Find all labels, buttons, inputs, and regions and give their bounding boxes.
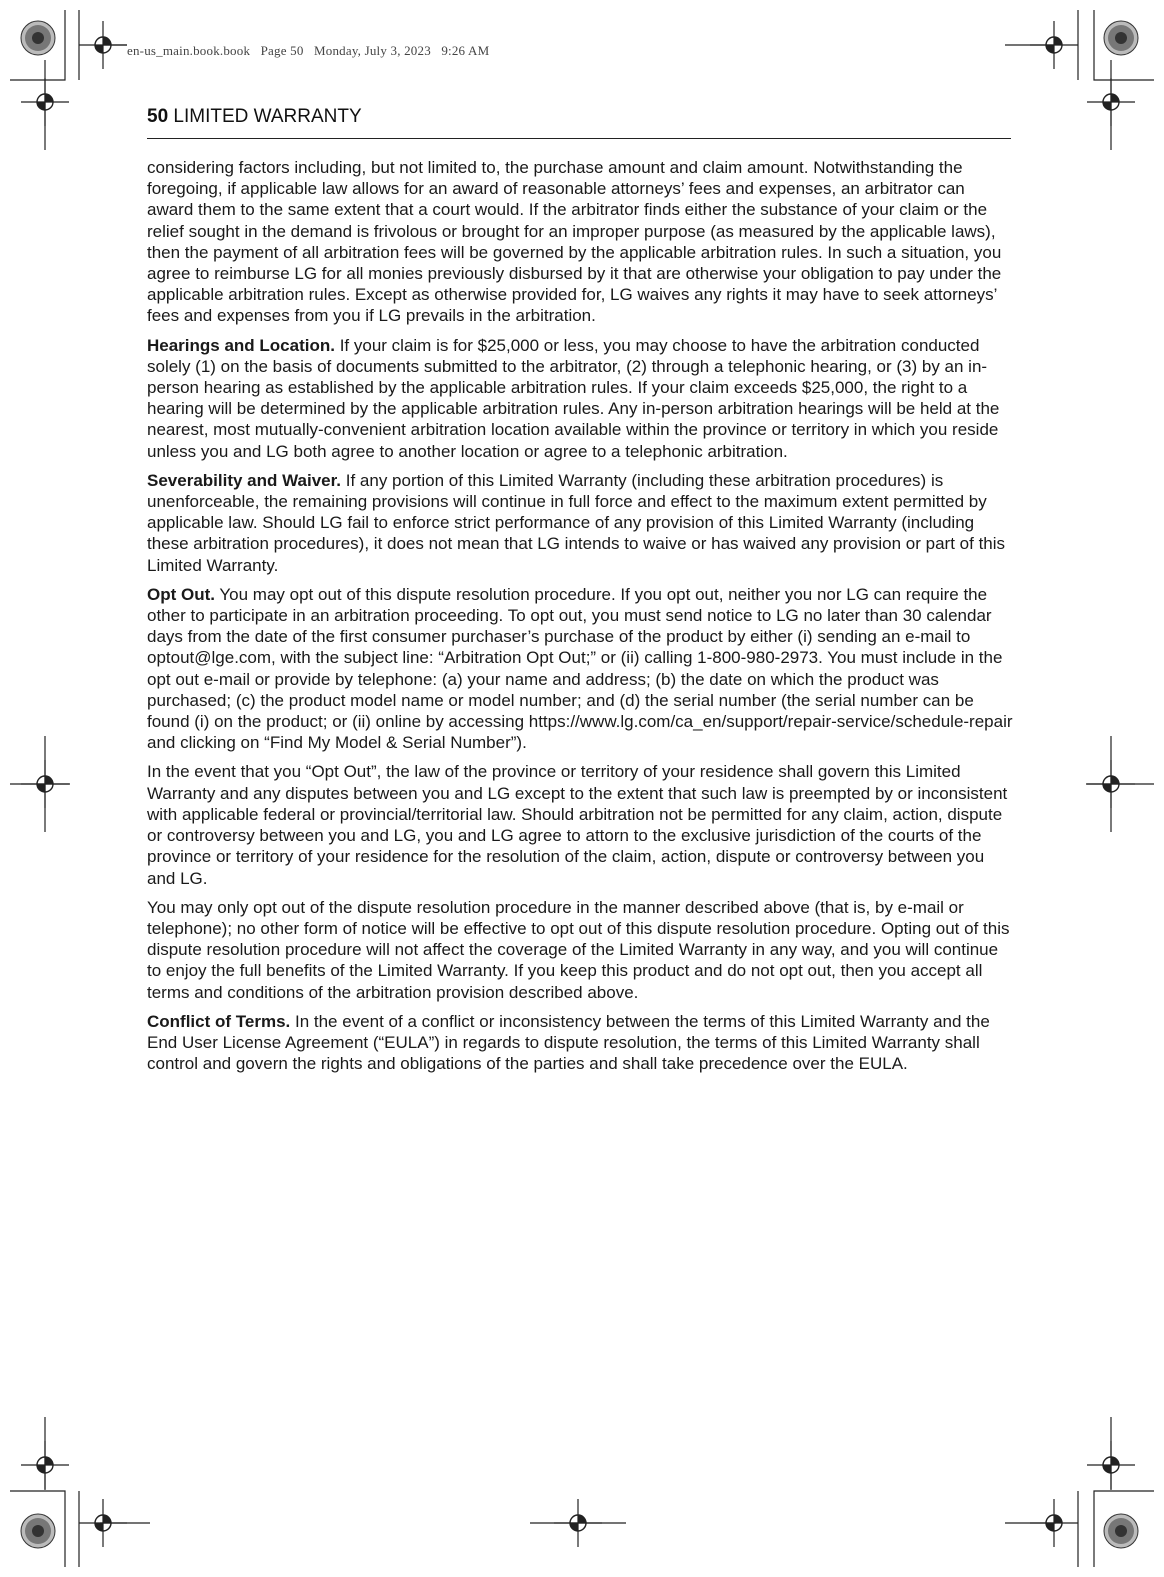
header-rule [147, 138, 1011, 139]
running-header [147, 106, 1011, 128]
section-title: LIMITED WARRANTY [173, 106, 362, 127]
starburst-bottom-right-icon [1104, 1514, 1138, 1548]
slug-page: Page 50 [260, 43, 304, 58]
paragraph-conflict-of-terms [147, 1011, 1015, 1075]
paragraph-severability [147, 470, 1015, 576]
paragraph-opt-out-law [147, 761, 1015, 888]
paragraph-heading: Severability and Waiver. [147, 470, 342, 490]
paragraph-hearings-location [147, 335, 1015, 462]
paragraph-opt-out [147, 584, 1015, 754]
paragraph-text: If any portion of this Limited Warranty (including these arbitration procedures) is unenforceable, the remaining provisions will continue in full force and effect to the maximum extent permitted by applicable law. Should LG fail to enforce strict performance of any provision of this Limited Warranty (including these arbitration procedures), it does not mean that LG intends to waive or has waived any provision or part of this Limited Warranty. [147, 470, 1006, 575]
slug-date: Monday, July 3, 2023 [313, 43, 431, 58]
paragraph-text: In the event of a conflict or inconsistency between the terms of this Limited Warranty and the End User License Agreement (“EULA”) in regards to dispute resolution, the terms of this Limited Warranty shall control and govern the rights and obligations of the parties and shall take precedence over the EULA. [147, 1011, 990, 1074]
paragraph-text: If your claim is for $25,000 or less, you may choose to have the arbitration conducted solely (1) on the basis of documents submitted to the arbitrator, (2) through a telephonic hearing, or (3) by an in-person hearing as established by the applicable arbitration rules. If your claim exceeds $25,000, the right to a hearing will be determined by the applicable arbitration rules. Any in-person arbitration hearings will be held at the nearest, most mutually-convenient arbitration location available within the province or territory in which you reside unless you and LG both agree to another location or agree to a telephonic arbitration. [147, 335, 1000, 461]
paragraph-text: You may only opt out of the dispute resolution procedure in the manner described above (that is, by e-mail or telephone); no other form of notice will be effective to opt out of this dispute resolution procedure. Opting out of this dispute resolution procedure will not affect the coverage of the Limited Warranty in any way, and you will continue to enjoy the full benefits of the Limited Warranty. If you keep this product and do not opt out, then you accept all terms and conditions of the arbitration provision described above. [147, 897, 1010, 1002]
paragraph-heading: Conflict of Terms. [147, 1011, 291, 1031]
starburst-top-right-icon [1104, 21, 1138, 55]
paragraph-text: In the event that you “Opt Out”, the law of the province or territory of your residence shall govern this Limited Warranty and any disputes between you and LG except to the extent that such law is preempted by or inconsistent with applicable federal or provincial/territorial law. Should arbitration not be permitted for any claim, action, dispute or controversy between you and LG, you and LG agree to attorn to the exclusive jurisdiction of the courts of the province or territory of your residence for the resolution of the claim, action, dispute or controversy between you and LG. [147, 762, 1008, 888]
print-slug [127, 43, 496, 59]
slug-file: en-us_main.book.book [127, 43, 251, 58]
paragraph-fees [147, 157, 1015, 327]
paragraph-heading: Opt Out. [147, 584, 215, 604]
starburst-top-left-icon [21, 21, 55, 55]
paragraph-heading: Hearings and Location. [147, 335, 335, 355]
page-number: 50 [147, 106, 169, 127]
starburst-bottom-left-icon [21, 1514, 55, 1548]
slug-time: 9:26 AM [441, 43, 490, 58]
paragraph-text: You may opt out of this dispute resolution procedure. If you opt out, neither you nor LG can require the other to participate in an arbitration proceeding. To opt out, you must send notice to LG no later than 30 calendar days from the date of the first consumer purchaser’s purchase of the product by either (i) sending an e-mail to optout@lge.com, with the subject line: “Arbitration Opt Out;” or (ii) calling 1-800-980-2973. You must include in the opt out e-mail or provide by telephone: (a) your name and address; (b) the date on which the product was purchased; (c) the product model name or model number; and (d) the serial number (the serial number can be found (i) on the product; or (ii) online by accessing https://www.lg.com/ca_en/support/repair-service/schedule-repair and clicking on “Find My Model & Serial Number”). [147, 584, 1013, 753]
paragraph-text: considering factors including, but not limited to, the purchase amount and claim amount. Notwithstanding the foregoing, if applicable law allows for an award of reasonable attorneys’ fees and expenses, an arbitrator can award them to the same extent that a court would. If the arbitrator finds either the substance of your claim or the relief sought in the demand is frivolous or brought for an improper purpose (as measured by the applicable laws), then the payment of all arbitration fees will be governed by the applicable arbitration rules. In such a situation, you agree to reimburse LG for all monies previously disbursed by it that are otherwise your obligation to pay under the applicable arbitration rules. Except as otherwise provided for, LG waives any rights it may have to seek attorneys’ fees and expenses from you if LG prevails in the arbitration. [147, 158, 1002, 326]
paragraph-opt-out-manner [147, 897, 1015, 1003]
warranty-body [147, 157, 1015, 1082]
